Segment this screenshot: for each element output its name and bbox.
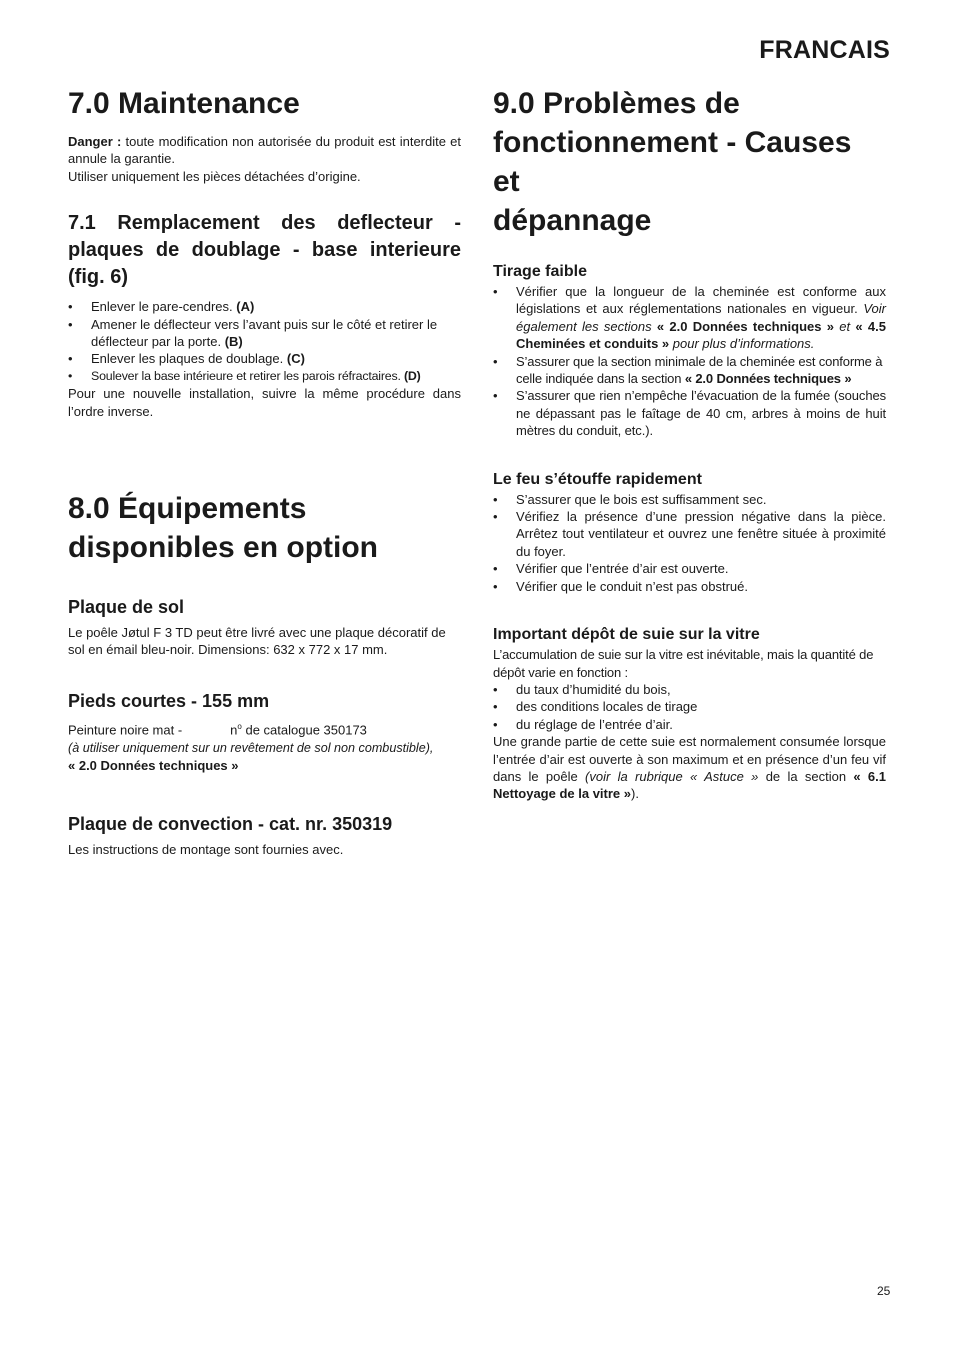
section-8-title: 8.0 Équipements disponibles en option [68, 492, 378, 565]
reinstall-text: Pour une nouvelle installation, suivre la même procédure dans l’ordre inverse. [68, 386, 461, 419]
list-item: • Vérifier que le conduit n’est pas obstrué. [493, 578, 886, 595]
section-7-title: 7.0 Maintenance [68, 87, 300, 120]
fire-dies-title: Le feu s’étouffe rapidement [493, 470, 702, 488]
list-item: • Enlever le pare-cendres. (A) [68, 298, 461, 315]
list-item: • Vérifier que la longueur de la cheminée est conforme aux législations et aux réglementations nationales en vigueur. Voir également les sections « 2.0 Données techniques » et « 4.5 Cheminées et conduits » pour plus d’informations. [493, 283, 886, 353]
convection-plate-title: Plaque de convection - cat. nr. 350319 [68, 814, 393, 835]
danger-paragraph [68, 133, 461, 185]
list-item: • Soulever la base intérieure et retirer les parois réfractaires. (D) [68, 368, 461, 385]
short-legs-text: Peinture noire mat - $n^o$ de catalogue 350173 (à utiliser uniquement sur un revêtement de sol non combustible), « 2.0 Données techniques » [68, 721, 434, 774]
short-legs-title: Pieds courtes - 155 mm [68, 690, 270, 711]
list-item: • du réglage de l’entrée d’air. [493, 716, 886, 733]
weak-draft-list [493, 283, 886, 440]
section-7-1-steps [68, 298, 461, 385]
section-7-1-title: 7.1 Remplacement des deflecteur - plaques de doublage - base interieure (fig. 6) [68, 212, 461, 289]
language-header: FRANCAIS [759, 36, 890, 64]
floor-plate-text: Le poêle Jøtul F 3 TD peut être livré avec une plaque décoratif de sol en émail bleu-noir. Dimensions: 632 x 772 x 17 mm. [68, 625, 446, 658]
list-item: • S’assurer que la section minimale de la cheminée est conforme à celle indiquée dans la section « 2.0 Données techniques » [493, 353, 886, 388]
origin-parts-text: Utiliser uniquement les pièces détachées d’origine. [68, 168, 361, 184]
list-item: • du taux d’humidité du bois, [493, 681, 886, 698]
list-item: • Vérifiez la présence d’une pression négative dans la pièce. Arrêtez tout ventilateur et ouvrez une fenêtre située à proximité du foyer. [493, 508, 886, 560]
danger-text: toute modification non autorisée du produit est interdite et annule la garantie. [68, 134, 461, 167]
list-item: • Amener le déflecteur vers l’avant puis sur le côté et retirer le déflecteur par la porte. (B) [68, 316, 461, 351]
soot-intro: L’accumulation de suie sur la vitre est inévitable, mais la quantité de dépôt varie en fonction : [493, 647, 874, 680]
left-column [68, 84, 461, 859]
soot-title: Important dépôt de suie sur la vitre [493, 626, 760, 644]
page-number: 25 [877, 1284, 891, 1298]
floor-plate-title: Plaque de sol [68, 597, 185, 618]
weak-draft-title: Tirage faible [493, 263, 587, 280]
danger-label: Danger : [68, 134, 122, 149]
list-item: • Enlever les plaques de doublage. (C) [68, 350, 461, 367]
list-item: • Vérifier que l’entrée d’air est ouverte. [493, 560, 886, 577]
fire-dies-list [493, 491, 886, 595]
list-item: • S’assurer que le bois est suffisamment sec. [493, 491, 886, 508]
section-9-title: 9.0 Problèmes de fonctionnement - Causes et dépannage [493, 87, 852, 237]
soot-list [493, 681, 886, 733]
convection-plate-text: Les instructions de montage sont fournies avec. [68, 842, 344, 858]
soot-text: Une grande partie de cette suie est normalement consumée lorsque l’entrée d’air est ouverte à son maximum et en présence d’un feu vif dans le poêle (voir la rubrique « Astuce » de la section « 6.1 Nettoyage de la vitre »). [493, 734, 886, 802]
list-item: • S’assurer que rien n’empêche l’évacuation de la fumée (souches ne dépassant pas le faîtage de 40 cm, arbres à moins de huit mètres du conduit, etc.). [493, 387, 886, 439]
right-column [493, 84, 886, 803]
list-item: • des conditions locales de tirage [493, 698, 886, 715]
